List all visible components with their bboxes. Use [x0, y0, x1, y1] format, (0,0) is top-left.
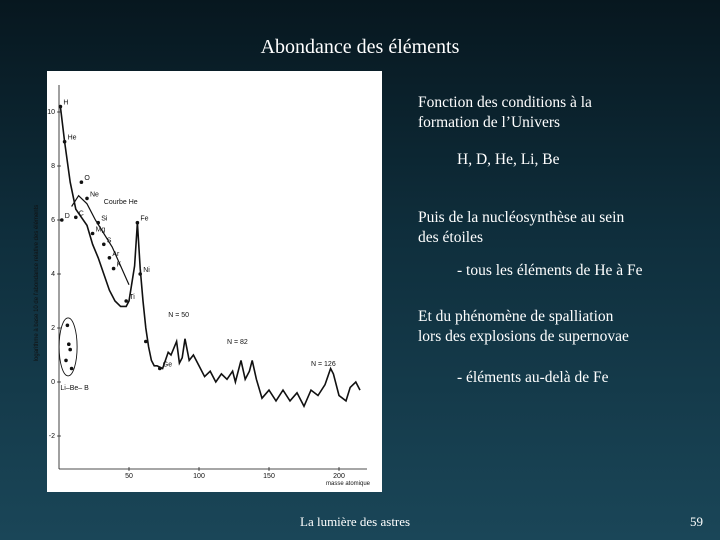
x-axis-title: masse atomique	[325, 481, 371, 487]
y-tick-label: 8	[51, 163, 55, 170]
element-point	[102, 243, 106, 247]
chart-annotation: N = 126	[311, 360, 336, 368]
paragraph-spallation	[418, 307, 629, 347]
element-point	[80, 180, 84, 184]
paragraph-nucleosynthesis-line1: Puis de la nucléosynthèse au sein	[418, 209, 625, 226]
chart-annotation: Courbe He	[103, 198, 138, 206]
chart-annotation: Li–Be– B	[60, 385, 89, 393]
y-axis-title: logarithme à base 10 de l'abondance relative des éléments	[34, 204, 40, 362]
y-tick-label: 4	[51, 271, 55, 278]
element-point	[158, 367, 162, 371]
element-label: Ar	[112, 250, 120, 258]
paragraph-formation-line2: formation de l’Univers	[418, 114, 561, 131]
paragraph-formation	[418, 93, 592, 133]
element-label: K	[116, 261, 122, 269]
element-point	[67, 342, 71, 346]
x-tick-label: 50	[125, 473, 133, 480]
item-he-to-fe: - tous les éléments de He à Fe	[457, 262, 643, 279]
element-point	[108, 256, 112, 260]
item-beyond-fe: - éléments au-delà de Fe	[457, 369, 609, 386]
element-label: Ni	[143, 267, 150, 274]
element-label: Fe	[140, 215, 149, 223]
y-tick-label: 6	[51, 217, 55, 224]
paragraph-spallation-line2: lors des explosions de supernovae	[418, 328, 629, 345]
abundance-chart	[34, 71, 382, 492]
x-tick-label: 200	[333, 473, 345, 480]
element-label: O	[84, 175, 90, 183]
x-tick-label: 100	[193, 473, 205, 480]
element-point	[74, 216, 78, 220]
y-tick-label: -2	[48, 433, 55, 440]
element-point	[63, 140, 67, 144]
element-point	[64, 359, 68, 363]
chart-annotation: N = 82	[227, 339, 248, 347]
element-label: S	[106, 237, 112, 245]
x-tick-label: 150	[263, 473, 275, 480]
element-label: Mg	[95, 226, 106, 234]
chart-annotation: N = 50	[168, 312, 190, 320]
element-point	[60, 218, 64, 222]
abundance-chart-svg	[34, 71, 382, 492]
element-point	[144, 340, 148, 344]
item-primordial-elements: H, D, He, Li, Be	[457, 151, 560, 168]
paragraph-spallation-line1: Et du phénomène de spalliation	[418, 308, 614, 325]
element-point	[124, 299, 128, 303]
element-label: Ne	[90, 191, 99, 199]
element-point	[138, 272, 142, 276]
paragraph-nucleosynthesis	[418, 208, 624, 248]
y-tick-label: 10	[47, 109, 55, 116]
element-label: Si	[101, 215, 108, 223]
element-label: C	[78, 210, 84, 218]
element-point	[96, 221, 100, 225]
paragraph-nucleosynthesis-line2: des étoiles	[418, 229, 483, 246]
he-curve	[72, 196, 129, 285]
element-point	[85, 197, 89, 201]
element-point	[66, 324, 70, 328]
element-label: Ti	[129, 294, 135, 301]
element-point	[136, 221, 140, 225]
slide-title: Abondance des éléments	[260, 36, 460, 58]
element-point	[68, 348, 72, 352]
element-label: He	[67, 134, 77, 142]
y-tick-label: 0	[51, 379, 55, 386]
footer-text: La lumière des astres	[300, 514, 411, 529]
element-point	[112, 267, 116, 271]
element-point	[91, 232, 95, 236]
page-number: 59	[690, 514, 703, 529]
element-label: H	[63, 99, 69, 107]
y-tick-label: 2	[51, 325, 55, 332]
paragraph-formation-line1: Fonction des conditions à la	[418, 94, 592, 111]
element-point	[70, 367, 74, 371]
element-point	[59, 105, 63, 109]
element-label: Ge	[162, 361, 173, 369]
element-label: D	[64, 213, 70, 220]
